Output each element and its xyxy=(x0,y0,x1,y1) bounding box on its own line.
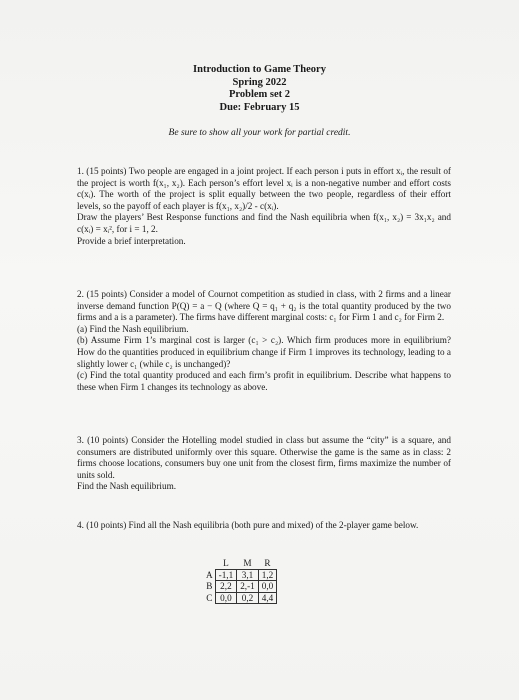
problem-text: 2. (15 points) Consider a model of Cournot competition as studied in class, with 2 firms and a linear inverse demand function P(Q) = a − Q (where Q = q₁ + q₂ is the total quantity produced by the two firms and a is a parameter). The firms have different marginal costs: c₁ for Firm 1 and c₂ for Firm 2. xyxy=(77,289,451,323)
matrix-row xyxy=(203,569,277,581)
matrix-row xyxy=(203,592,277,604)
document-header xyxy=(0,64,519,114)
matrix-row xyxy=(203,581,277,593)
problem-set-number: Problem set 2 xyxy=(228,89,291,100)
payoff-cell: 4,4 xyxy=(258,592,276,604)
column-label: R xyxy=(264,558,271,568)
problem-text: 4. (10 points) Find all the Nash equilibria (both pure and mixed) of the 2-player game below. xyxy=(77,520,419,530)
payoff-cell: 0,2 xyxy=(237,592,259,604)
problem-text: 3. (10 points) Consider the Hotelling model studied in class but assume the “city” is a square, and consumers are distributed uniformly over this square. Otherwise the game is the same as in class: 2 firms choose locations, consumers buy one unit from the closest firm, firms maximize the number of units sold. xyxy=(77,435,451,480)
problem-3 xyxy=(77,435,451,493)
column-header-row xyxy=(203,558,277,569)
problem-text: Draw the players’ Best Response functions and find the Nash equilibria when f(x₁, x₂) = 3x₁x₂ and c(xᵢ) = xᵢ², for i = 1, 2. xyxy=(77,212,451,234)
payoff-cell: 0,0 xyxy=(258,581,276,593)
problem-1 xyxy=(77,166,451,247)
problem-part: (b) Assume Firm 1’s marginal cost is larger (c₁ > c₂). Which firm produces more in equilibrium? How do the quantities produced in equilibrium change if Firm 1 improves its technology, leading to a slightly lower c₁ (while c₂ is unchanged)? xyxy=(77,335,451,369)
instruction-note: Be sure to show all your work for partial credit. xyxy=(168,128,351,138)
row-label: B xyxy=(206,581,213,591)
problem-text: Provide a brief interpretation. xyxy=(77,235,186,246)
payoff-matrix xyxy=(203,558,277,604)
problem-4 xyxy=(77,520,451,532)
payoff-cell: 2,2 xyxy=(215,581,237,593)
payoff-cell: -1,1 xyxy=(215,569,237,581)
term: Spring 2022 xyxy=(232,76,287,88)
row-label: C xyxy=(206,592,213,603)
column-label: L xyxy=(223,558,229,568)
problem-part: (a) Find the Nash equilibrium. xyxy=(77,323,189,334)
row-label: A xyxy=(206,569,213,580)
problem-text: Find the Nash equilibrium. xyxy=(77,481,177,492)
problem-text: 1. (15 points) Two people are engaged in a joint project. If each person i puts in effort xᵢ, the result of the project is worth f(x₁, x₂). Each person’s effort level xᵢ is a non-negative number and effort costs c(xᵢ). The worth of the project is split equally between the two people, regardless of their effort levels, so the payoff of each player is f(x₁, x₂)/2 - c(xᵢ). xyxy=(77,166,451,211)
problem-part: (c) Find the total quantity produced and each firm’s profit in equilibrium. Describe what happens to these when Firm 1 changes its technology as above. xyxy=(77,370,451,392)
due-date: Due: February 15 xyxy=(219,101,300,113)
course-title: Introduction to Game Theory xyxy=(193,64,326,75)
payoff-cell: 3,1 xyxy=(237,569,259,581)
problem-2 xyxy=(77,289,451,393)
payoff-cell: 1,2 xyxy=(258,569,276,581)
payoff-cell: 2,-1 xyxy=(237,581,259,593)
column-label: M xyxy=(243,558,252,568)
payoff-cell: 0,0 xyxy=(215,592,237,604)
